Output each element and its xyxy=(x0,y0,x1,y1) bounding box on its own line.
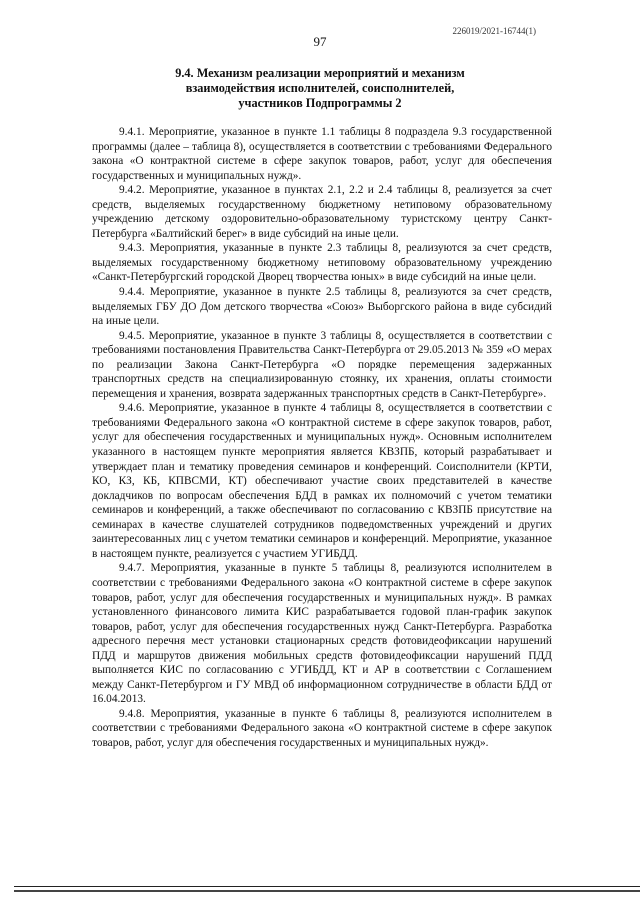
page-number: 97 xyxy=(313,34,327,49)
paragraph-9-4-8: 9.4.8. Мероприятия, указанные в пункте 6 таблицы 8, реализуются исполнителем в соответствии с требованиями Федерального закона «О контрактной системе в сфере закупок товаров, работ, услуг для обеспечения государственных и муниципальных нужд». xyxy=(92,707,552,749)
paragraph-9-4-6: 9.4.6. Мероприятие, указанное в пункте 4 таблицы 8, осуществляется в соответствии с требованиями Федерального закона «О контрактной системе в сфере закупок товаров, работ, услуг для обеспечения государственных и муниципальных нужд». Основным исполнителем указанного в настоящем пункте мероприятия является КВЗПБ, который разрабатывает и утверждает план и тематику проведения семинаров и конференций. Соисполнители (КРТИ, КО, КЗ, КБ, КПВСМИ, КТ) обеспечивают участие своих представителей в качестве докладчиков по вопросам обеспечения БДД в рамках их полномочий с учетом тематики семинаров и конференций, а также обеспечивают по согласованию с КВЗПБ присутствие на семинарах в качестве слушателей сотрудников подведомственных учреждений и других заинтересованных лиц с учетом тематики семинаров и конференций. Мероприятие, указанное в настоящем пункте, реализуется с участием УГИБДД. xyxy=(92,402,552,560)
paragraph-9-4-4: 9.4.4. Мероприятие, указанное в пункте 2.5 таблицы 8, реализуются за счет средств, выделяемых ГБУ ДО Дом детского творчества «Союз» Выборгского района в виде субсидий на иные цели. xyxy=(92,286,552,328)
paragraph-9-4-2: 9.4.2. Мероприятие, указанное в пунктах 2.1, 2.2 и 2.4 таблицы 8, реализуется за счет средств, выделяемых государственному бюджетному нетиповому образовательному учреждению детскому оздоровительно-образовательному туристскому центру Санкт-Петербурга «Балтийский берег» в виде субсидий на иные цели. xyxy=(92,184,552,240)
section-heading xyxy=(150,66,490,111)
heading-line-2: взаимодействия исполнителей, соисполнителей, xyxy=(185,81,455,95)
heading-line-1: 9.4. Механизм реализации мероприятий и механизм xyxy=(175,66,465,80)
bottom-rule-thick xyxy=(14,890,640,892)
paragraph-9-4-3: 9.4.3. Мероприятия, указанные в пункте 2.3 таблицы 8, реализуются за счет средств, выделяемых государственному бюджетному нетиповому образовательному учреждению «Санкт-Петербургский городской Дворец творчества юных» в виде субсидий на иные цели. xyxy=(92,242,552,284)
bottom-rule xyxy=(14,886,640,887)
paragraph-9-4-5: 9.4.5. Мероприятие, указанное в пункте 3 таблицы 8, осуществляется в соответствии с требованиями постановления Правительства Санкт-Петербурга от 29.05.2013 № 359 «О мерах по реализации Закона Санкт-Петербурга «О порядке перемещения задержанных транспортных средств на специализированную стоянку, их хранения, оплаты стоимости перемещения и хранения, возврата задержанных транспортных средств в Санкт-Петербурге». xyxy=(92,329,552,400)
document-body xyxy=(92,125,552,751)
paragraph-9-4-1: 9.4.1. Мероприятие, указанное в пункте 1.1 таблицы 8 подраздела 9.3 государственной программы (далее – таблица 8), осуществляется в соответствии с требованиями Федерального закона «О контрактной системе в сфере закупок товаров, работ, услуг для обеспечения государственных и муниципальных нужд». xyxy=(92,126,552,182)
heading-line-3: участников Подпрограммы 2 xyxy=(238,96,402,110)
paragraph-9-4-7: 9.4.7. Мероприятия, указанные в пункте 5 таблицы 8, реализуются исполнителем в соответствии с требованиями Федерального закона «О контрактной системе в сфере закупок товаров, работ, услуг для обеспечения государственных и муниципальных нужд». В рамках установленного финансового лимита КИС разрабатывается годовой план-график закупок товаров, работ, услуг для обеспечения государственных нужд Санкт-Петербурга. Разработка адресного перечня мест установки стационарных средств фотовидеофиксации нарушений ПДД и маршрутов движения мобильных средств фотовидеофиксации нарушений ПДД выполняется КИС по согласованию с УГИБДД, КТ и АР в соответствии с Соглашением между Санкт-Петербургом и ГУ МВД об информационном сотрудничестве в области БДД от 16.04.2013. xyxy=(92,562,552,706)
document-number: 226019/2021-16744(1) xyxy=(452,26,536,36)
